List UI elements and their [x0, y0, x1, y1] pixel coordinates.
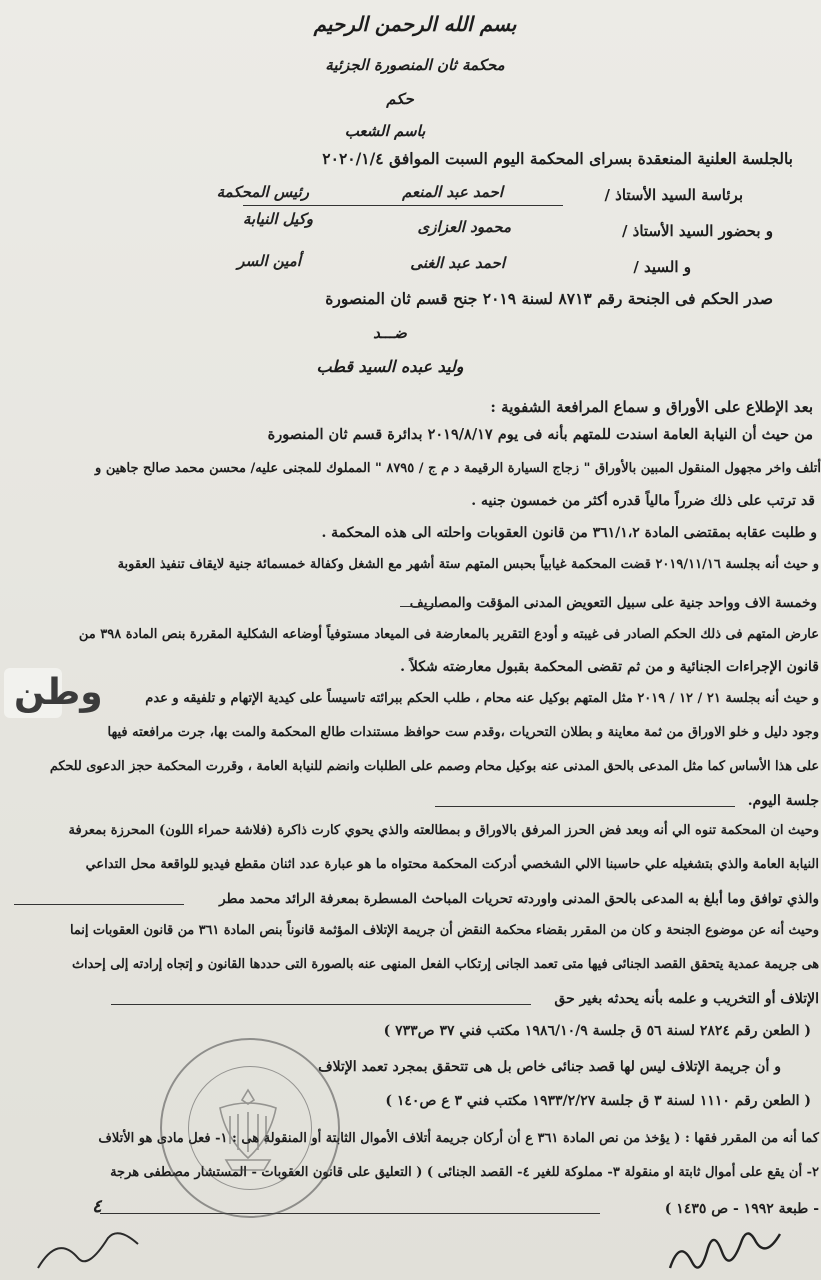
basmala: بسم الله الرحمن الرحيم: [313, 12, 517, 36]
in-name-of-people: باسم الشعب: [344, 122, 426, 140]
body-line: ٢- أن يقع على أموال ثابتة او منقولة ٣- مملوكة للغير ٤- القصد الجنائى ) ( التعليق على قانون العقوبات - المستشار مصطفى هرجة: [110, 1165, 819, 1180]
body-line: عارض المتهم فى ذلك الحكم الصادر فى غيبته و أودع التقرير بالمعارضة فى الميعاد مستوفياً أوضاعه الشكلية المقررة بنص المادة ٣٩٨ من: [78, 627, 819, 642]
fill-line: [111, 1004, 531, 1005]
body-line: هى جريمة عمدية يتحقق القصد الجنائى فيها متى تعمد الجانى إرتكاب الفعل المنهى عنه بالصورة التى حددها القانون و إتجاه إرادته إلى إحداث: [71, 957, 819, 972]
body-line: - طبعة ١٩٩٢ - ص ١٤٣٥ ): [664, 1201, 819, 1217]
fill-line: [400, 606, 438, 607]
body-line: النيابة العامة والذي بتشغيله علي حاسبنا الالي الشخصي أدركت المحكمة محتواه ما هو عبارة عدد اثنان مقطع فيديو للواقعة محل التداعي: [85, 857, 819, 872]
body-line: و طلبت عقابه بمقتضى المادة ٣٦١/١،٢ من قانون العقوبات واحلته الى هذه المحكمة .: [321, 525, 817, 541]
body-line: الإتلاف أو التخريب و علمه بأنه يحدثه بغير حق: [554, 991, 819, 1007]
clerk-role: أمين السر: [237, 252, 301, 270]
body-line: والذي توافق وما أبلغ به المدعى بالحق المدنى واوردته تحريات المباحث المسطرة بمعرفة الرائد محمد مطر: [219, 891, 819, 907]
case-line: صدر الحكم فى الجنحة رقم ٨٧١٣ لسنة ٢٠١٩ جنح قسم ثان المنصورة: [325, 289, 773, 308]
body-line: قانون الإجراءات الجنائية و من ثم تقضى المحكمة بقبول معارضته شكلاً .: [400, 659, 819, 675]
body-line: و حيث أنه بجلسة ٢٠١٩/١١/١٦ قضت المحكمة غيابياً بحبس المتهم ستة أشهر مع الشغل وكفالة خمسمائة جنية لايقاف تنفيذ العقوبة: [117, 557, 819, 572]
attendance-name: محمود العزازى: [417, 218, 511, 236]
fill-line: [14, 904, 184, 905]
body-line: بعد الإطلاع على الأوراق و سماع المرافعة الشفوية :: [490, 398, 813, 416]
presidency-label: برئاسة السيد الأستاذ /: [604, 186, 743, 204]
body-line: كما أنه من المقرر فقها : ( يؤخذ من نص المادة ٣٦١ ع أن أركان جريمة أتلاف الأموال الثابتة أو المنقولة هى : ١- فعل مادى هو الأتلاف: [98, 1131, 819, 1146]
body-line: ( الطعن رقم ١١١٠ لسنة ٣ ق جلسة ١٩٣٣/٢/٢٧ مكتب فني ٣ ع ص١٤٠ ): [385, 1093, 811, 1109]
body-line: و حيث أنه بجلسة ٢١ / ١٢ / ٢٠١٩ مثل المتهم بوكيل عنه محام ، طلب الحكم ببرائته تاسيساً على كيدية الإتهام و تلفيقه و عدم: [145, 691, 819, 706]
versus: ضـــد: [373, 324, 407, 342]
attendance-role: وكيل النيابة: [242, 210, 313, 228]
defendant-name: وليد عبده السيد قطب: [316, 357, 464, 376]
presidency-role: رئيس المحكمة: [216, 183, 309, 201]
body-line: وخمسة الاف وواحد جنية على سبيل التعويض المدنى المؤقت والمصاريف: [409, 595, 817, 611]
body-line: أتلف واخر مجهول المنقول المبين بالأوراق " زجاج السيارة الرقيمة د م ج / ٨٧٩٥ " المملوك للمجنى عليه/ محسن محمد صالح جاهين و: [95, 461, 821, 476]
eagle-emblem-icon: [160, 1038, 336, 1214]
body-line: على هذا الأساس كما مثل المدعى بالحق المدنى عنه بوكيل محام وصمم على الطلبات وانضم للنيابة العامة ، وقررت المحكمة حجز الدعوى للحكم: [49, 759, 819, 774]
body-line: جلسة اليوم.: [747, 793, 819, 809]
official-seal-icon: [160, 1038, 340, 1218]
fill-line: [243, 205, 563, 206]
presidency-name: احمد عبد المنعم: [402, 183, 503, 201]
fill-line: [435, 806, 735, 807]
clerk-label: و السيد /: [633, 258, 691, 276]
watermark-logo: وطن: [14, 672, 103, 713]
attendance-label: و بحضور السيد الأستاذ /: [621, 222, 773, 240]
body-line: و أن جريمة الإتلاف ليس لها قصد جنائى خاص بل هى تتحقق بمجرد تعمد الإتلاف: [318, 1059, 781, 1075]
body-line: وجود دليل و خلو الاوراق من ثمة معاينة و بطلان التحريات ،وقدم ست حوافظ مستندات طالع المحكمة والمت بها، جرت مرافعته فيها: [107, 725, 819, 740]
session-line: بالجلسة العلنية المنعقدة بسراى المحكمة اليوم السبت الموافق ٢٠٢٠/١/٤: [322, 149, 793, 168]
body-line: من حيث أن النيابة العامة اسندت للمتهم بأنه فى يوم ٢٠١٩/٨/١٧ بدائرة قسم ثان المنصورة: [267, 426, 813, 443]
page-number: ٤: [92, 1196, 102, 1217]
body-line: ( الطعن رقم ٢٨٢٤ لسنة ٥٦ ق جلسة ١٩٨٦/١٠/٩ مكتب فني ٣٧ ص٧٣٣ ): [383, 1023, 811, 1039]
body-line: وحيث أنه عن موضوع الجنحة و كان من المقرر بقضاء محكمة النقض أن جريمة الإتلاف المؤثمة قانوناً بنص المادة ٣٦١ من قانون العقوبات إنما: [69, 923, 819, 938]
body-line: وحيث ان المحكمة تنوه الي أنه وبعد فض الحرز المرفق بالاوراق و بمطالعته والذي يحوي كارت ذاكرة (فلاشة حمراء اللون) المحرزة بمعرفة: [68, 823, 819, 838]
judge-signature-icon: [660, 1228, 800, 1278]
judgment-heading: حكم: [386, 90, 414, 108]
clerk-name: احمد عبد الغنى: [410, 254, 505, 272]
court-name: محكمة ثان المنصورة الجزئية: [325, 56, 505, 74]
body-line: قد ترتب على ذلك ضرراً مالياً قدره أكثر من خمسون جنيه .: [471, 493, 815, 509]
clerk-signature-icon: [30, 1226, 150, 1276]
